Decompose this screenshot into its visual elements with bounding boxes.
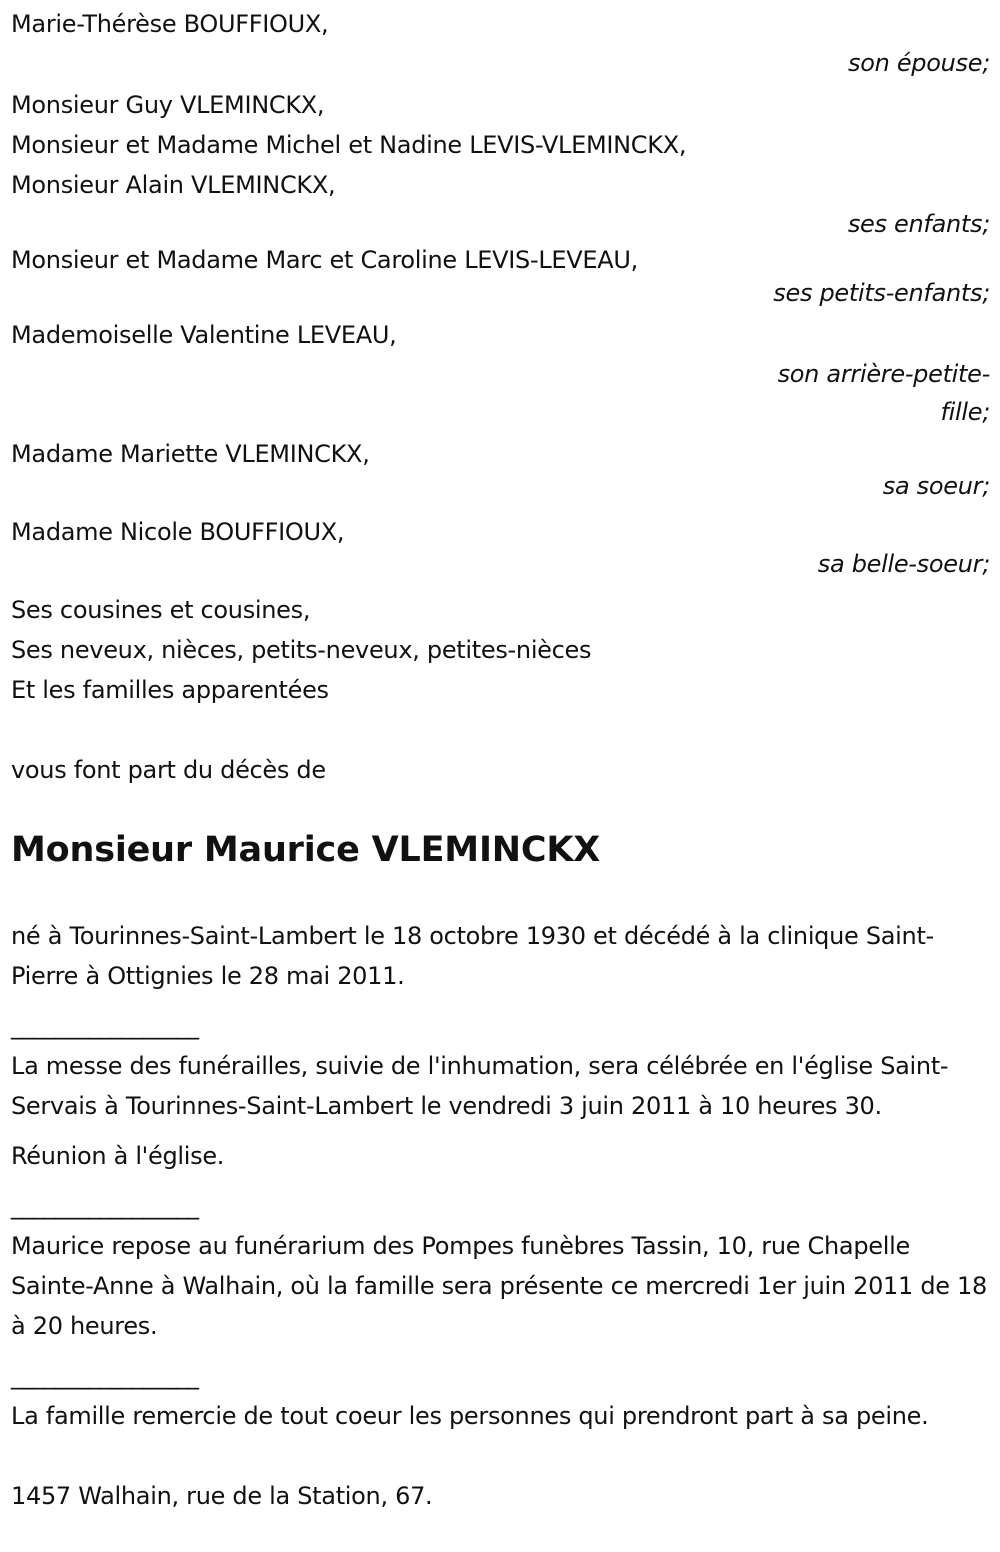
deceased-name: Monsieur Maurice VLEMINCKX bbox=[11, 830, 601, 870]
relation-label: son arrière-petite- bbox=[777, 360, 990, 388]
relation-label: ses enfants; bbox=[847, 210, 990, 238]
family-member-name: Marie-Thérèse BOUFFIOUX, bbox=[11, 10, 329, 38]
family-group-great-grandchild bbox=[11, 315, 990, 431]
meeting-text: Réunion à l'église. bbox=[11, 1142, 225, 1170]
other-relatives bbox=[11, 590, 990, 710]
spacer bbox=[11, 1436, 990, 1476]
birth-death-text: né à Tourinnes-Saint-Lambert le 18 octobre 1930 et décédé à la clinique Saint-Pierre à Ottignies le 28 mai 2011. bbox=[11, 922, 934, 990]
family-member-name: Monsieur Alain VLEMINCKX, bbox=[11, 171, 336, 199]
funeral-mass-text: La messe des funérailles, suivie de l'inhumation, sera célébrée en l'église Saint-Servais à Tourinnes-Saint-Lambert le vendredi 3 juin 2011 à 10 heures 30. bbox=[11, 1052, 949, 1120]
address-text: 1457 Walhain, rue de la Station, 67. bbox=[11, 1482, 433, 1510]
family-group-children bbox=[11, 85, 990, 243]
family-member-name: Madame Mariette VLEMINCKX, bbox=[11, 440, 370, 468]
family-group-sister-in-law bbox=[11, 512, 990, 576]
family-member-name: Mademoiselle Valentine LEVEAU, bbox=[11, 321, 397, 349]
relation-label: sa soeur; bbox=[882, 472, 990, 500]
relation-label: son épouse; bbox=[848, 49, 990, 77]
announcement-text: vous font part du décès de bbox=[11, 756, 326, 784]
relation-label: ses petits-enfants; bbox=[773, 279, 990, 307]
family-group-sister bbox=[11, 434, 990, 498]
family-member-name: Monsieur Guy VLEMINCKX, bbox=[11, 91, 325, 119]
relation-label: sa belle-soeur; bbox=[817, 550, 990, 578]
viewing-text: Maurice repose au funérarium des Pompes funèbres Tassin, 10, rue Chapelle Sainte-Anne à Walhain, où la famille sera présente ce mercredi 1er juin 2011 de 18 à 20 heures. bbox=[11, 1232, 987, 1340]
relation-label: fille; bbox=[940, 398, 990, 426]
other-relatives-line: Ses neveux, nièces, petits-neveux, petites-nièces bbox=[11, 636, 592, 664]
separator: _________________ bbox=[11, 1192, 198, 1220]
separator: _________________ bbox=[11, 1362, 198, 1390]
family-group-spouse bbox=[11, 4, 990, 82]
family-member-name: Madame Nicole BOUFFIOUX, bbox=[11, 518, 345, 546]
thanks-text: La famille remercie de tout coeur les personnes qui prendront part à sa peine. bbox=[11, 1402, 929, 1430]
family-member-name: Monsieur et Madame Marc et Caroline LEVIS-LEVEAU, bbox=[11, 246, 638, 274]
other-relatives-line: Ses cousines et cousines, bbox=[11, 596, 311, 624]
family-group-grandchildren bbox=[11, 246, 990, 312]
other-relatives-line: Et les familles apparentées bbox=[11, 676, 329, 704]
spacer bbox=[11, 710, 990, 750]
family-member-name: Monsieur et Madame Michel et Nadine LEVIS-VLEMINCKX, bbox=[11, 131, 687, 159]
separator: _________________ bbox=[11, 1012, 198, 1040]
